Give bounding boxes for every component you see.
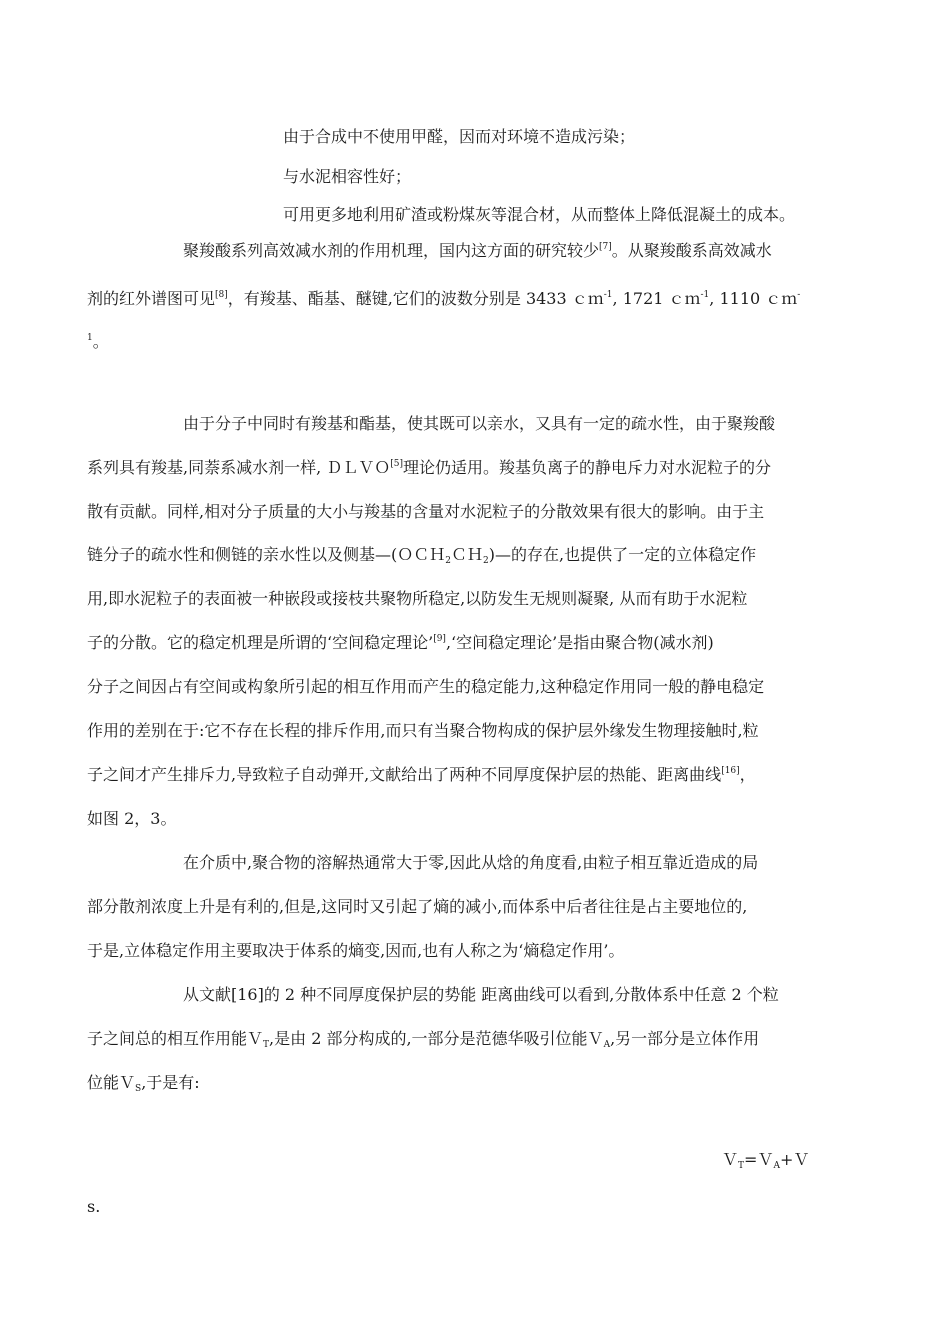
text: +Ｖ: [779, 1150, 810, 1169]
paragraph-line: [87, 458, 771, 478]
superscript: 1: [87, 333, 93, 343]
subscript: 2: [483, 556, 489, 566]
paragraph-line: [183, 241, 772, 261]
text: , 1110 ｃｍ: [709, 289, 798, 308]
equation-line: [722, 1150, 809, 1170]
text: ，: [739, 765, 756, 784]
paragraph-line: [87, 332, 109, 352]
text: 剂的红外谱图可见: [87, 289, 216, 308]
text: , 1721 ｃｍ: [612, 289, 701, 308]
citation: [16]: [721, 766, 740, 776]
text: ,‘空间稳定理论’是指由聚合物(减水剂): [445, 633, 714, 652]
paragraph-line: [87, 289, 800, 309]
text: ,于是有:: [141, 1073, 200, 1092]
text: )—的存在,也提供了一定的立体稳定作: [488, 545, 757, 564]
text: 链分子的疏水性和侧链的亲水性以及侧基—(ＯＣＨ: [87, 545, 446, 564]
text: 聚羧酸系列高效减水剂的作用机理，国内这方面的研究较少: [183, 241, 600, 260]
subscript: 2: [445, 556, 451, 566]
citation: [5]: [390, 459, 404, 469]
text: ，有羧基、酯基、醚键,它们的波数分别是 3433 ｃｍ: [227, 289, 604, 308]
subscript: T: [263, 1040, 270, 1050]
paragraph-line: 用,即水泥粒子的表面被一种嵌段或接枝共聚物所稳定,以防发生无规则凝聚, 从而有助于水泥粒: [87, 589, 748, 608]
paragraph-line: [87, 1029, 759, 1049]
superscript: -1: [700, 290, 710, 300]
paragraph-line: 如图 2，3。: [87, 809, 177, 828]
paragraph-line: 由于分子中同时有羧基和酯基，使其既可以亲水，又具有一定的疏水性，由于聚羧酸: [183, 414, 776, 433]
text: =Ｖ: [744, 1150, 774, 1169]
paragraph-line: 于是,立体稳定作用主要取决于体系的熵变,因而,也有人称之为‘熵稳定作用’。: [87, 941, 625, 960]
subscript: S: [135, 1084, 142, 1094]
paragraph-line: 散有贡献。同样,相对分子质量的大小与羧基的含量对水泥粒子的分散效果有很大的影响。由于主: [87, 502, 765, 521]
citation: [9]: [433, 634, 446, 644]
text: ＣＨ: [450, 545, 483, 564]
text: 子的分散。它的稳定机理是所谓的‘空间稳定理论’: [87, 633, 434, 652]
paragraph-line: 作用的差别在于:它不存在长程的排斥作用,而只有当聚合物构成的保护层外缘发生物理接触时,粒: [87, 721, 759, 740]
subscript: A: [603, 1040, 611, 1050]
text: 系列具有羧基,同萘系减水剂一样, ＤＬＶＯ: [87, 458, 391, 477]
text: 子之间总的相互作用能Ｖ: [87, 1029, 264, 1048]
list-item: 由于合成中不使用甲醛，因而对环境不造成污染；: [283, 127, 636, 146]
paragraph-line: [87, 633, 714, 653]
superscript: -: [797, 290, 801, 300]
paragraph-line: [87, 545, 756, 565]
equation-line: s.: [87, 1197, 101, 1216]
list-item: 可用更多地利用矿渣或粉煤灰等混合材，从而整体上降低混凝土的成本。: [283, 205, 796, 224]
text: 位能Ｖ: [87, 1073, 136, 1092]
text: ,是由 2 部分构成的,一部分是范德华吸引位能Ｖ: [269, 1029, 604, 1048]
citation: [7]: [599, 242, 612, 252]
paragraph-line: [87, 1073, 200, 1093]
paragraph-line: 在介质中,聚合物的溶解热通常大于零,因此从焓的角度看,由粒子相互靠近造成的局: [183, 853, 759, 872]
paragraph-line: 部分散剂浓度上升是有利的,但是,这同时又引起了熵的减小,而体系中后者往往是占主要地位的,: [87, 897, 748, 916]
paragraph-line: 分子之间因占有空间或构象所引起的相互作用而产生的稳定能力,这种稳定作用同一般的静电稳定: [87, 677, 765, 696]
list-item: 与水泥相容性好；: [283, 167, 412, 186]
citation: [8]: [215, 290, 228, 300]
paragraph-line: 从文献[16]的 2 种不同厚度保护层的势能 距离曲线可以看到,分散体系中任意 2 个粒: [183, 985, 779, 1004]
text: 子之间才产生排斥力,导致粒子自动弹开,文献给出了两种不同厚度保护层的热能、距离曲线: [87, 765, 722, 784]
text: 。从聚羧酸系高效减水: [611, 241, 772, 260]
subscript: A: [773, 1161, 780, 1171]
subscript: T: [738, 1161, 745, 1171]
superscript: -1: [603, 290, 613, 300]
text: 。: [92, 332, 109, 351]
paragraph-line: [87, 765, 756, 785]
text: 理论仍适用。羧基负离子的静电斥力对水泥粒子的分: [403, 458, 772, 477]
text: ,另一部分是立体作用: [610, 1029, 760, 1048]
text: Ｖ: [722, 1150, 739, 1169]
